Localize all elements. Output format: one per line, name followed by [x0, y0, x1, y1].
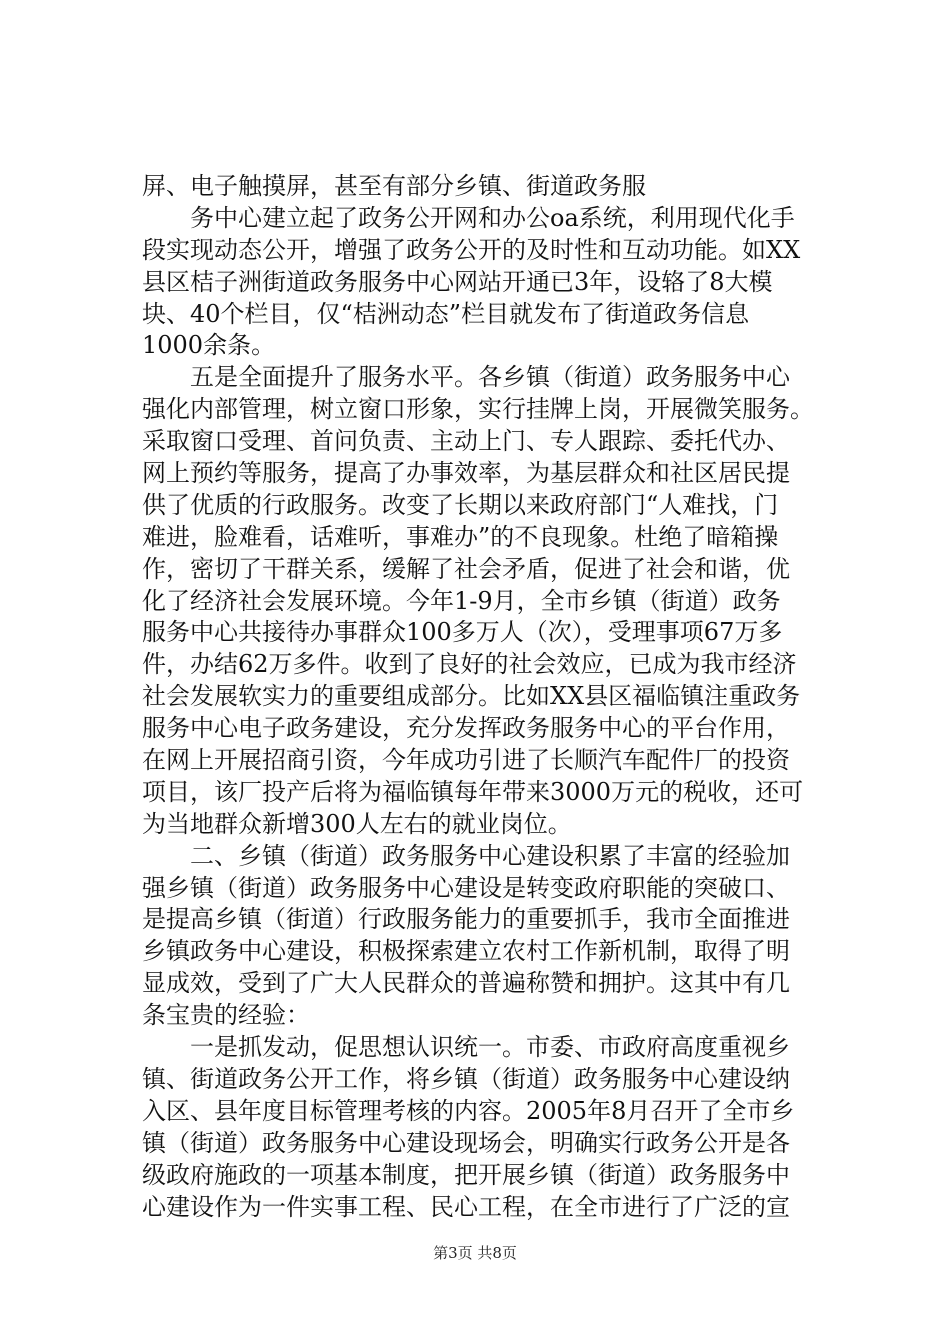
text-line: 服务中心电子政务建设，充分发挥政务服务中心的平台作用，	[142, 714, 790, 743]
text-line: 强乡镇（街道）政务服务中心建设是转变政府职能的突破口、	[142, 873, 790, 902]
text-line: 为当地群众新增300人左右的就业岗位。	[142, 809, 572, 838]
text-line: 网上预约等服务，提高了办事效率，为基层群众和社区居民提	[142, 459, 790, 488]
text-line: 供了优质的行政服务。改变了长期以来政府部门“人难找，门	[142, 490, 779, 519]
text-line: 心建设作为一件实事工程、民心工程，在全市进行了广泛的宣	[142, 1192, 790, 1221]
text-line: 镇、街道政务公开工作，将乡镇（街道）政务服务中心建设纳	[142, 1064, 790, 1093]
text-line: 显成效，受到了广大人民群众的普遍称赞和拥护。这其中有几	[142, 969, 790, 998]
text-line: 段实现动态公开，增强了政务公开的及时性和互动功能。如XX	[142, 235, 801, 264]
text-line: 难进，脸难看，话难听，事难办”的不良现象。杜绝了暗箱操	[142, 522, 779, 551]
text-line: 一是抓发动，促思想认识统一。市委、市政府高度重视乡	[190, 1033, 790, 1062]
page-footer	[0, 1243, 950, 1263]
text-line: 在网上开展招商引资，今年成功引进了长顺汽车配件厂的投资	[142, 746, 790, 775]
text-line: 采取窗口受理、首问负责、主动上门、专人跟踪、委托代办、	[142, 427, 790, 456]
text-line: 条宝贵的经验：	[142, 1001, 310, 1030]
text-line: 1000余条。	[142, 331, 276, 360]
text-line: 五是全面提升了服务水平。各乡镇（街道）政务服务中心	[190, 363, 790, 392]
document-body	[142, 171, 842, 1223]
page-number-label: 第3页 共8页	[433, 1244, 517, 1262]
text-line: 县区桔子洲街道政务服务中心网站开通已3年，设辂了8大模	[142, 267, 773, 296]
text-line: 块、40个栏目，仅“桔洲动态”栏目就发布了街道政务信息	[142, 299, 750, 328]
text-line: 镇（街道）政务服务中心建设现场会，明确实行政务公开是各	[142, 1128, 790, 1157]
text-line: 作，密切了干群关系，缓解了社会矛盾，促进了社会和谐，优	[142, 554, 790, 583]
text-line: 入区、县年度目标管理考核的内容。2005年8月召开了全市乡	[142, 1096, 795, 1125]
text-line: 化了经济社会发展环境。今年1-9月，全市乡镇（街道）政务	[142, 586, 781, 615]
text-line: 社会发展软实力的重要组成部分。比如XX县区福临镇注重政务	[142, 682, 801, 711]
text-line: 务中心建立起了政务公开网和办公oa系统，利用现代化手	[190, 203, 795, 232]
text-line: 服务中心共接待办事群众100多万人（次），受理事项67万多	[142, 618, 783, 647]
text-line: 乡镇政务中心建设，积极探索建立农村工作新机制，取得了明	[142, 937, 790, 966]
text-line: 二、乡镇（街道）政务服务中心建设积累了丰富的经验加	[190, 841, 790, 870]
text-line: 屏、电子触摸屏，甚至有部分乡镇、街道政务服	[142, 172, 646, 200]
text-line: 是提高乡镇（街道）行政服务能力的重要抓手，我市全面推进	[142, 905, 790, 934]
text-line: 级政府施政的一项基本制度，把开展乡镇（街道）政务服务中	[142, 1160, 790, 1189]
text-line: 件，办结62万多件。收到了良好的社会效应，已成为我市经济	[142, 650, 797, 679]
text-line: 强化内部管理，树立窗口形象，实行挂牌上岗，开展微笑服务。	[142, 395, 814, 424]
text-line: 项目，该厂投产后将为福临镇每年带来3000万元的税收，还可	[142, 777, 804, 806]
